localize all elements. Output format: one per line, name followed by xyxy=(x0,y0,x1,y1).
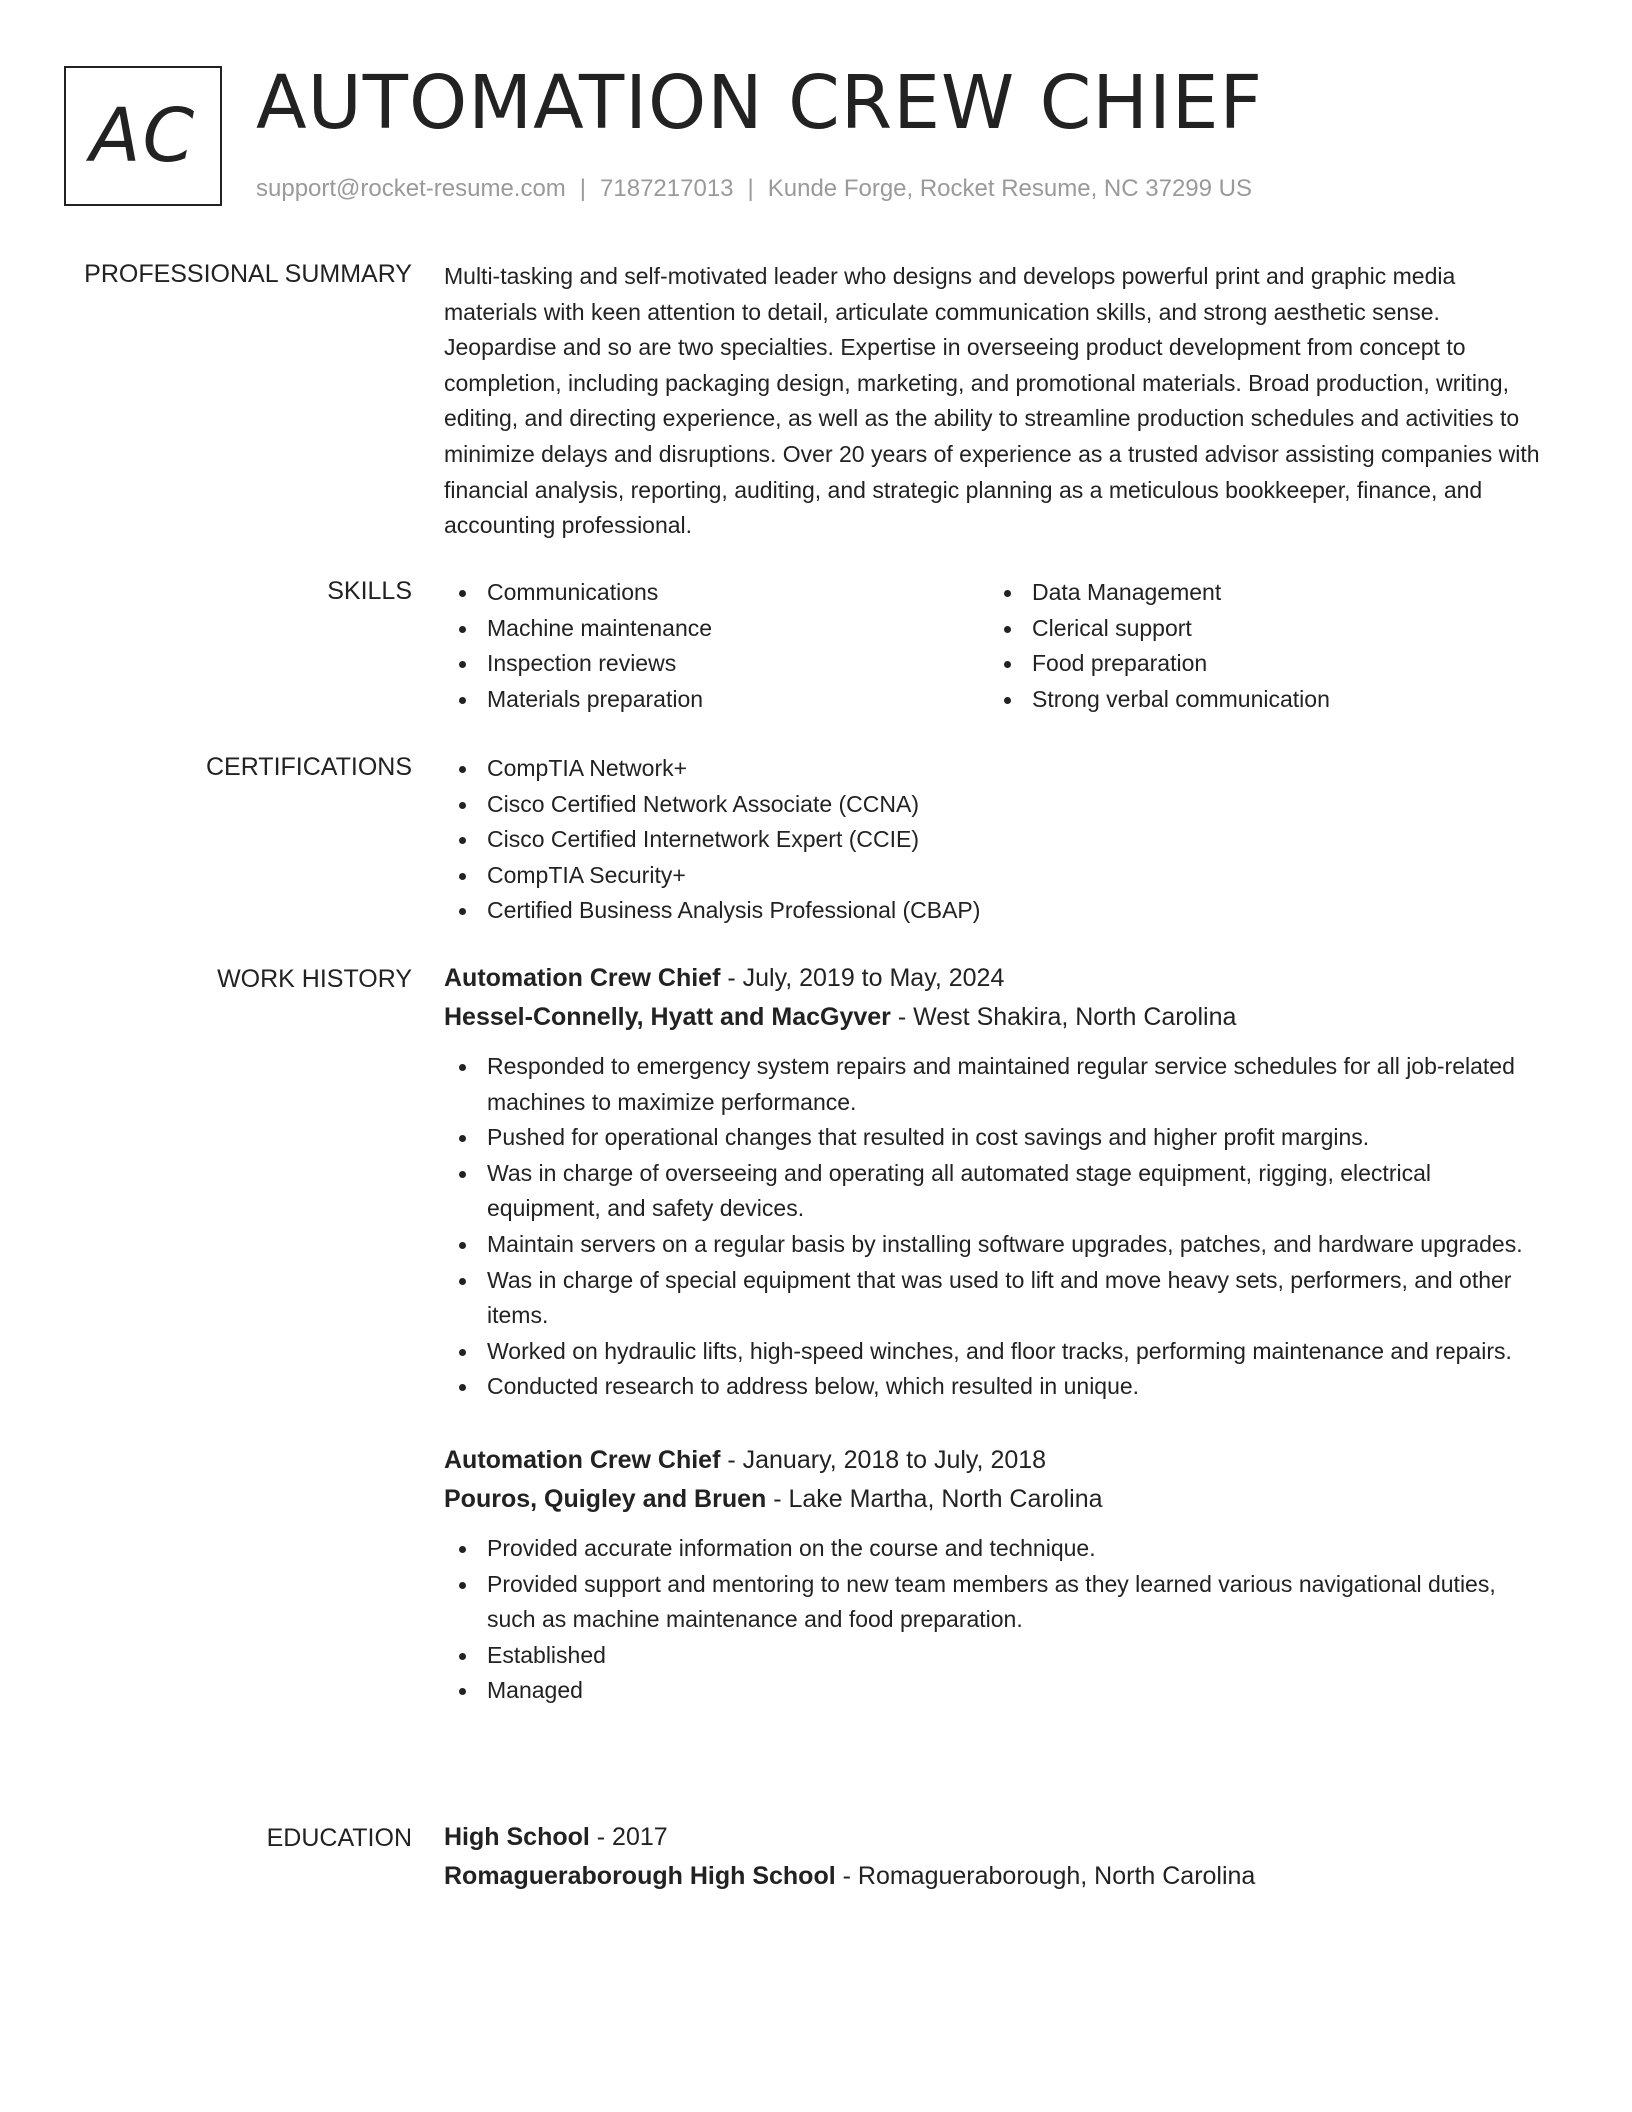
job-location: - Lake Martha, North Carolina xyxy=(766,1484,1103,1513)
skills-list xyxy=(444,575,1544,717)
job-role-line xyxy=(444,959,1544,998)
skill-item: Data Management xyxy=(989,575,1534,611)
job-duty: Responded to emergency system repairs and maintained regular service schedules for all job-related machines to maximize performance. xyxy=(444,1049,1547,1120)
section-title-skills: SKILLS xyxy=(327,577,412,605)
education-year: - 2017 xyxy=(589,1823,668,1851)
monogram-box xyxy=(64,66,222,206)
job-entry xyxy=(444,959,1544,1405)
job-company: Hessel-Connelly, Hyatt and MacGyver xyxy=(444,1003,891,1031)
skills-body xyxy=(444,575,1544,717)
section-title-certifications: CERTIFICATIONS xyxy=(205,753,412,781)
certifications-list xyxy=(444,751,1544,929)
job-duty: Was in charge of special equipment that was used to lift and move heavy sets, performers, and other items. xyxy=(444,1263,1547,1334)
contact-separator: | xyxy=(579,175,587,202)
job-duties-list xyxy=(444,1049,1544,1405)
job-role: Automation Crew Chief xyxy=(444,964,721,992)
job-duty: Provided accurate information on the course and technique. xyxy=(444,1531,1547,1567)
contact-phone: 7187217013 xyxy=(600,175,734,202)
job-duty: Worked on hydraulic lifts, high-speed winches, and floor tracks, performing maintenance and repairs. xyxy=(444,1334,1547,1370)
skill-item: Food preparation xyxy=(989,646,1534,682)
education-degree-line xyxy=(444,1818,1544,1857)
certification-item: CompTIA Security+ xyxy=(444,858,1544,894)
job-company-line xyxy=(444,998,1544,1037)
skill-item: Machine maintenance xyxy=(444,611,989,647)
section-title-summary: PROFESSIONAL SUMMARY xyxy=(84,260,412,288)
job-entry xyxy=(444,1441,1544,1709)
summary-body xyxy=(444,259,1544,544)
candidate-name: AUTOMATION CREW CHIEF xyxy=(256,60,1264,146)
job-dates: - January, 2018 to July, 2018 xyxy=(720,1445,1047,1474)
job-duty: Provided support and mentoring to new team members as they learned various navigational duties, such as machine maintenance and food preparation. xyxy=(444,1567,1547,1638)
certification-item: Cisco Certified Network Associate (CCNA) xyxy=(444,787,1544,823)
skill-item: Strong verbal communication xyxy=(989,682,1534,718)
job-company: Pouros, Quigley and Bruen xyxy=(444,1484,767,1513)
contact-line xyxy=(256,174,1252,204)
job-duties-list xyxy=(444,1531,1544,1709)
job-location: - West Shakira, North Carolina xyxy=(890,1003,1237,1031)
skill-item: Communications xyxy=(444,575,989,611)
education-school-line xyxy=(444,1857,1544,1896)
monogram-initials: AC xyxy=(89,93,197,179)
skill-item: Clerical support xyxy=(989,611,1534,647)
job-role-line xyxy=(444,1441,1544,1480)
job-role: Automation Crew Chief xyxy=(444,1445,721,1474)
job-duty: Managed xyxy=(444,1673,1547,1709)
job-duty: Maintain servers on a regular basis by installing software upgrades, patches, and hardware upgrades. xyxy=(444,1227,1547,1263)
education-school: Romagueraborough High School xyxy=(444,1862,836,1890)
job-dates: - July, 2019 to May, 2024 xyxy=(720,964,1005,992)
education-body xyxy=(444,1818,1544,1896)
work-history-body xyxy=(444,959,1544,1709)
job-duty: Conducted research to address below, which resulted in unique. xyxy=(444,1369,1547,1405)
job-duty: Was in charge of overseeing and operating all automated stage equipment, rigging, electrical equipment, and safety devices. xyxy=(444,1156,1547,1227)
education-degree: High School xyxy=(444,1823,590,1851)
section-title-work-history: WORK HISTORY xyxy=(217,965,412,993)
contact-email: support@rocket-resume.com xyxy=(256,175,566,202)
skill-item: Inspection reviews xyxy=(444,646,989,682)
contact-address: Kunde Forge, Rocket Resume, NC 37299 US xyxy=(767,175,1252,202)
certification-item: Cisco Certified Internetwork Expert (CCIE) xyxy=(444,822,1544,858)
section-title-education: EDUCATION xyxy=(266,1824,412,1852)
job-duty: Pushed for operational changes that resulted in cost savings and higher profit margins. xyxy=(444,1120,1547,1156)
education-location: - Romagueraborough, North Carolina xyxy=(835,1862,1256,1890)
summary-text: Multi-tasking and self-motivated leader who designs and develops powerful print and graphic media materials with keen attention to detail, articulate communication skills, and strong aesthetic sense. Jeopardise and so are two specialties. Expertise in overseeing product development from concept to completion, including packaging design, marketing, and promotional materials. Broad production, writing, editing, and directing experience, as well as the ability to streamline production schedules and activities to minimize delays and disruptions. Over 20 years of experience as a trusted advisor assisting companies with financial analysis, reporting, auditing, and strategic planning as a meticulous bookkeeper, finance, and accounting professional. xyxy=(444,263,1540,539)
certification-item: Certified Business Analysis Professional (CBAP) xyxy=(444,893,1544,929)
skill-item: Materials preparation xyxy=(444,682,989,718)
job-duty: Established xyxy=(444,1638,1547,1674)
certifications-body xyxy=(444,751,1544,929)
certification-item: CompTIA Network+ xyxy=(444,751,1544,787)
contact-separator: | xyxy=(747,175,754,202)
job-company-line xyxy=(444,1480,1544,1519)
